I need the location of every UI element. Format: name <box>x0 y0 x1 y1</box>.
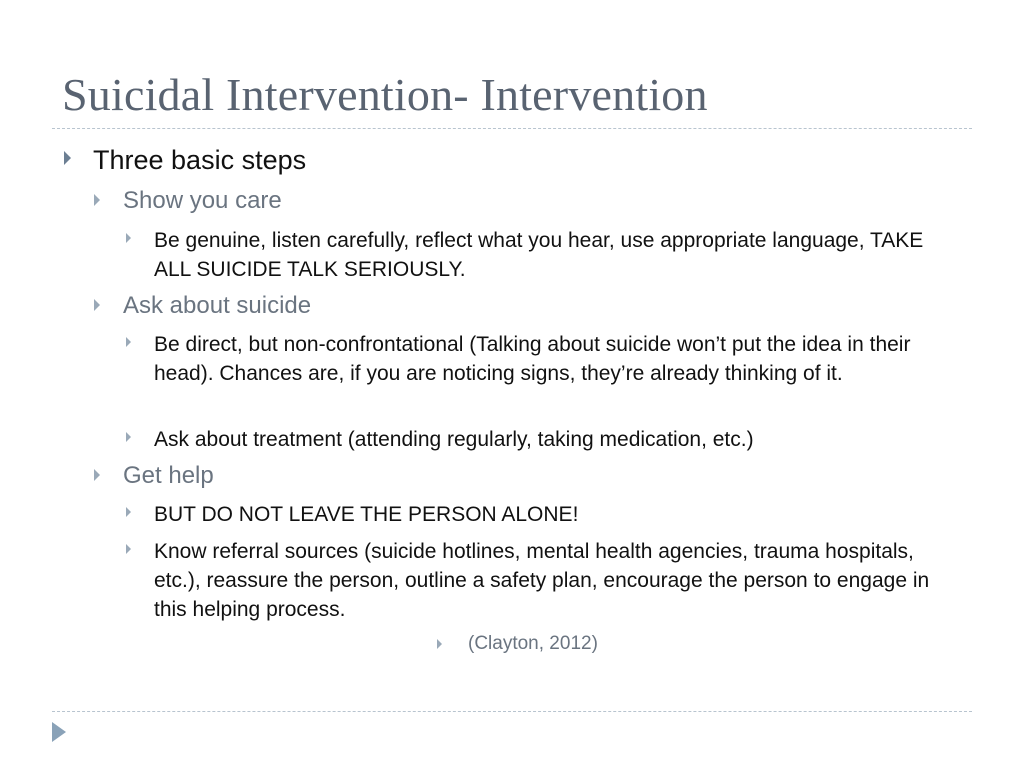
bullet-text: Get help <box>123 462 214 489</box>
bullet-text: Be genuine, listen carefully, reflect what you hear, use appropriate language, TAKE ALL SUICIDE TALK SERIOUSLY. <box>154 229 924 281</box>
bullet-know-referral-sources <box>126 537 954 624</box>
next-slide-icon[interactable] <box>52 722 66 742</box>
bullet-be-genuine <box>126 226 954 284</box>
triangle-right-icon <box>126 337 131 347</box>
triangle-right-icon <box>126 233 131 243</box>
triangle-right-icon <box>64 151 71 165</box>
bullet-text: Show you care <box>123 187 282 214</box>
bullet-text: Be direct, but non-confrontational (Talking about suicide won’t put the idea in their head). Chances are, if you are noticing signs, they’re already thinking of it. <box>154 333 911 385</box>
bullet-text: Ask about treatment (attending regularly, taking medication, etc.) <box>154 428 754 451</box>
bullet-text: Three basic steps <box>93 145 307 175</box>
triangle-right-icon <box>94 469 100 481</box>
bullet-text: Ask about suicide <box>123 292 312 319</box>
bullet-ask-about-treatment <box>126 425 954 454</box>
bullet-three-basic-steps <box>64 143 306 177</box>
footer-divider <box>52 711 972 712</box>
bullet-text: BUT DO NOT LEAVE THE PERSON ALONE! <box>154 503 579 526</box>
title-divider <box>52 128 972 129</box>
triangle-right-icon <box>126 544 131 554</box>
bullet-do-not-leave <box>126 500 954 529</box>
citation <box>437 631 598 657</box>
bullet-get-help <box>94 461 214 491</box>
triangle-right-icon <box>126 432 131 442</box>
bullet-ask-about-suicide <box>94 291 311 321</box>
triangle-right-icon <box>437 639 442 649</box>
triangle-right-icon <box>94 299 100 311</box>
bullet-text: Know referral sources (suicide hotlines, mental health agencies, trauma hospitals, etc.), reassure the person, outline a safety plan, encourage the person to engage in this helping process. <box>154 540 930 621</box>
triangle-right-icon <box>94 194 100 206</box>
bullet-show-you-care <box>94 186 282 216</box>
triangle-right-icon <box>126 507 131 517</box>
citation-text: (Clayton, 2012) <box>468 633 598 654</box>
slide-title: Suicidal Intervention- Intervention <box>62 69 708 120</box>
bullet-be-direct <box>126 330 954 388</box>
